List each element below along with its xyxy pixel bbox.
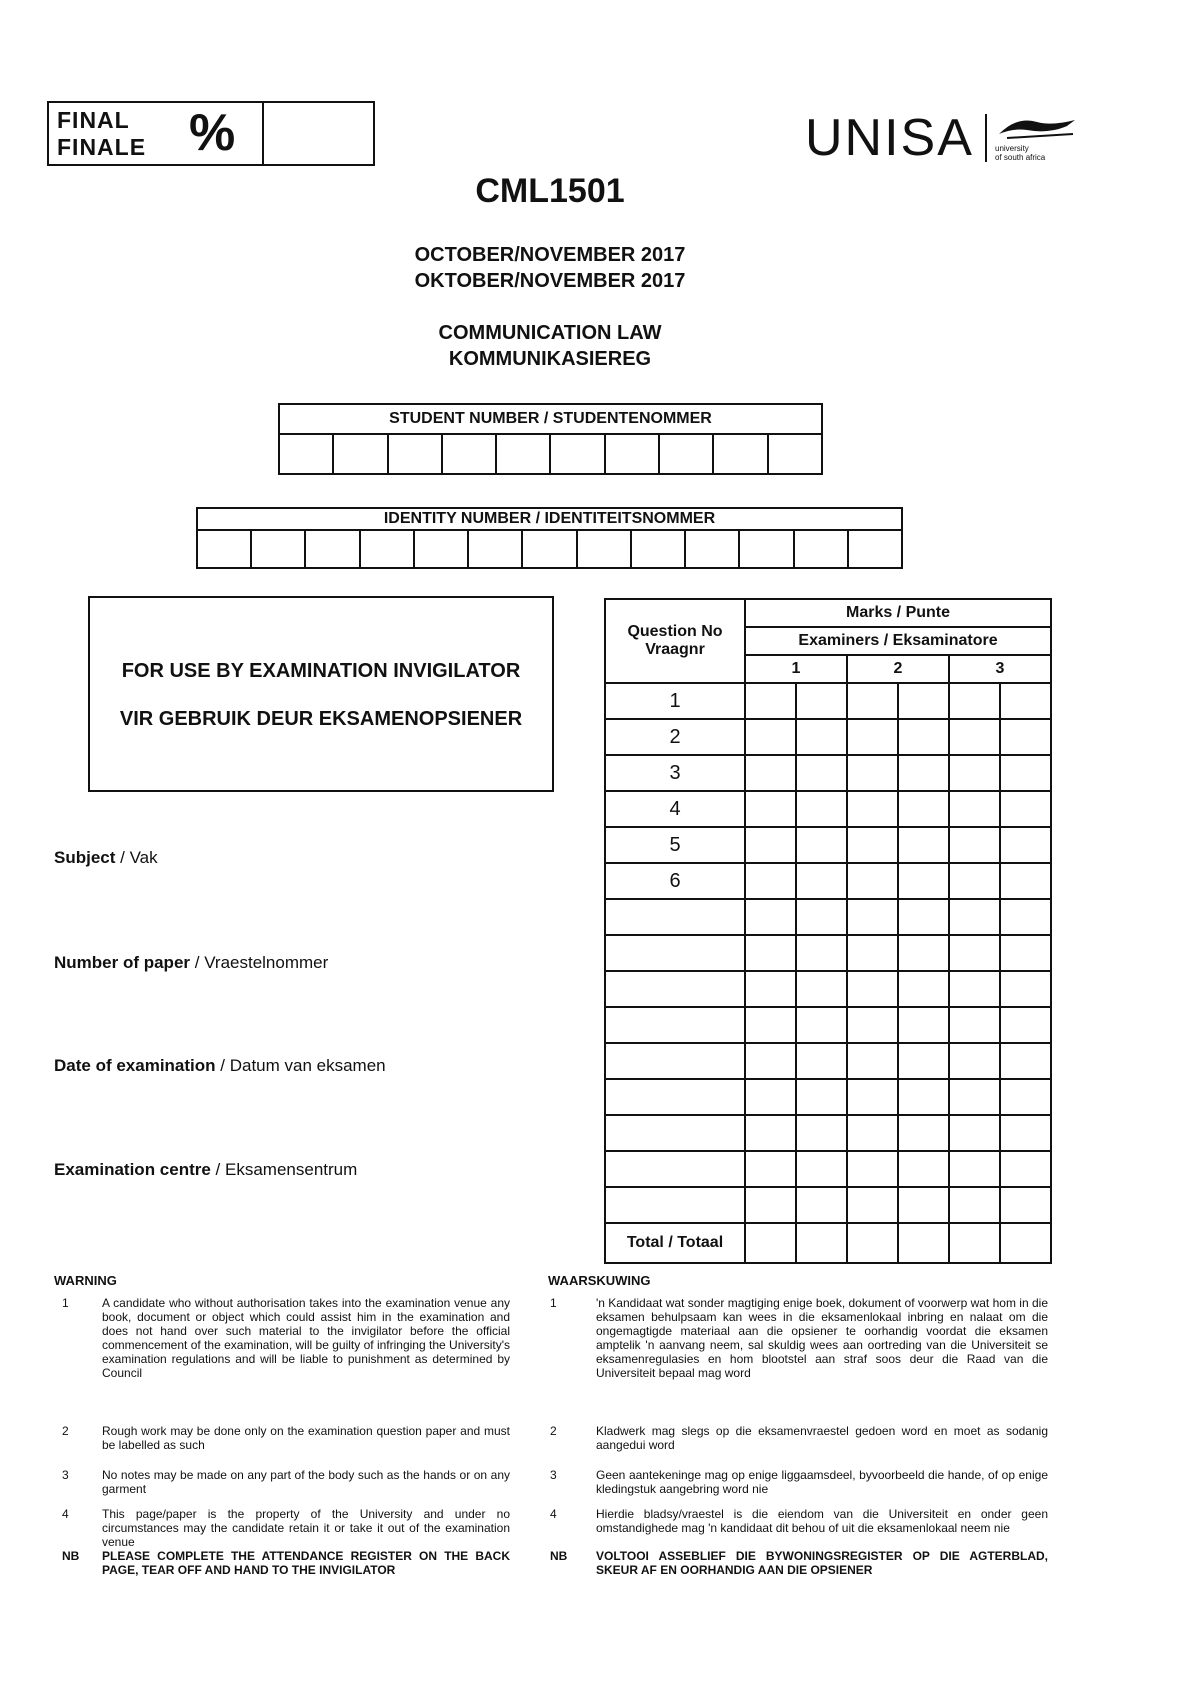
warning-item-number: NB: [62, 1549, 80, 1563]
mark-cell[interactable]: [796, 935, 847, 971]
mark-cell[interactable]: [898, 683, 949, 719]
mark-cell[interactable]: [949, 899, 1000, 935]
mark-cell[interactable]: [1000, 1115, 1051, 1151]
mark-cell[interactable]: [745, 755, 796, 791]
student-number-cell[interactable]: [280, 435, 334, 473]
mark-cell[interactable]: [796, 1187, 847, 1223]
marks-row: [605, 1115, 1051, 1151]
mark-cell[interactable]: [949, 791, 1000, 827]
mark-cell[interactable]: [796, 1007, 847, 1043]
mark-cell[interactable]: [745, 1115, 796, 1151]
mark-cell[interactable]: [847, 719, 898, 755]
marks-header: Marks / Punte: [745, 599, 1051, 627]
mark-cell[interactable]: [745, 719, 796, 755]
exam-centre-label: [54, 1160, 357, 1180]
student-number-cell[interactable]: [443, 435, 497, 473]
identity-number-cell[interactable]: [686, 531, 740, 567]
final-label-en: FINAL: [57, 107, 130, 133]
mark-cell[interactable]: [847, 1043, 898, 1079]
question-number-cell: [605, 1007, 745, 1043]
subject-label-af: / Vak: [115, 848, 158, 867]
logo-emblem-icon: [997, 112, 1077, 142]
mark-cell[interactable]: [898, 971, 949, 1007]
mark-cell[interactable]: [796, 971, 847, 1007]
mark-cell[interactable]: [847, 1187, 898, 1223]
exam-date-af: OKTOBER/NOVEMBER 2017: [414, 270, 686, 292]
marks-row: [605, 971, 1051, 1007]
examiner-col-2: 2: [847, 655, 949, 683]
mark-cell[interactable]: [949, 1079, 1000, 1115]
mark-cell[interactable]: [898, 1187, 949, 1223]
mark-cell[interactable]: [949, 1115, 1000, 1151]
module-code: CML1501: [475, 172, 625, 210]
question-number-cell: [605, 899, 745, 935]
total-mark-cell[interactable]: [796, 1223, 847, 1263]
mark-cell[interactable]: [847, 791, 898, 827]
mark-cell[interactable]: [898, 755, 949, 791]
question-no-header: [605, 599, 745, 683]
mark-cell[interactable]: [1000, 1079, 1051, 1115]
logo-tagline-2: of south africa: [995, 153, 1046, 162]
paper-number-label-af: / Vraestelnommer: [190, 953, 329, 972]
mark-cell[interactable]: [949, 863, 1000, 899]
mark-cell[interactable]: [898, 899, 949, 935]
exam-centre-label-af: / Eksamensentrum: [210, 1160, 358, 1179]
mark-cell[interactable]: [898, 1115, 949, 1151]
warning-item-text: Rough work may be done only on the examination question paper and must be labelled as such: [102, 1424, 510, 1452]
exam-date-label-af: / Datum van eksamen: [215, 1056, 386, 1075]
mark-cell[interactable]: [898, 935, 949, 971]
mark-cell[interactable]: [898, 863, 949, 899]
examiner-col-1: 1: [745, 655, 847, 683]
marks-row: [605, 755, 1051, 791]
mark-cell[interactable]: [898, 1079, 949, 1115]
mark-cell[interactable]: [847, 935, 898, 971]
mark-cell[interactable]: [1000, 755, 1051, 791]
mark-cell[interactable]: [745, 1043, 796, 1079]
marks-row: [605, 683, 1051, 719]
student-number-cell[interactable]: [769, 435, 821, 473]
identity-number-cell[interactable]: [740, 531, 794, 567]
student-number-box: [278, 403, 823, 475]
warning-item-number: 1: [62, 1296, 69, 1310]
logo-wordmark: UNISA: [805, 109, 974, 167]
mark-cell[interactable]: [745, 971, 796, 1007]
marks-row: [605, 719, 1051, 755]
mark-cell[interactable]: [1000, 719, 1051, 755]
total-mark-cell[interactable]: [949, 1223, 1000, 1263]
total-mark-cell[interactable]: [898, 1223, 949, 1263]
identity-number-cell[interactable]: [361, 531, 415, 567]
examiner-col-3: 3: [949, 655, 1051, 683]
mark-cell[interactable]: [1000, 1007, 1051, 1043]
mark-cell[interactable]: [1000, 863, 1051, 899]
exam-date-en: OCTOBER/NOVEMBER 2017: [414, 244, 686, 266]
marks-row: [605, 935, 1051, 971]
final-label-cell: [49, 103, 264, 164]
marks-table: [604, 598, 1052, 1264]
paper-number-label-en: Number of paper: [54, 953, 191, 972]
question-number-cell: [605, 1115, 745, 1151]
student-number-label: STUDENT NUMBER / STUDENTENOMMER: [280, 405, 821, 435]
mark-cell[interactable]: [898, 1007, 949, 1043]
student-number-cell[interactable]: [606, 435, 660, 473]
waarskuwing-item-number: 1: [550, 1296, 557, 1310]
mark-cell[interactable]: [1000, 1043, 1051, 1079]
mark-cell[interactable]: [949, 827, 1000, 863]
mark-cell[interactable]: [847, 1079, 898, 1115]
mark-cell[interactable]: [745, 791, 796, 827]
mark-cell[interactable]: [949, 1151, 1000, 1187]
identity-number-cell[interactable]: [252, 531, 306, 567]
total-mark-cell[interactable]: [847, 1223, 898, 1263]
mark-cell[interactable]: [745, 827, 796, 863]
marks-rows: [605, 683, 1051, 1223]
mark-cell[interactable]: [847, 1007, 898, 1043]
exam-centre-label-en: Examination centre: [54, 1160, 211, 1179]
mark-cell[interactable]: [1000, 791, 1051, 827]
waarskuwing-item-number: 4: [550, 1507, 557, 1521]
question-number-cell: 5: [605, 827, 745, 863]
mark-cell[interactable]: [898, 791, 949, 827]
mark-cell[interactable]: [949, 1187, 1000, 1223]
waarskuwing-item-text: Geen aantekeninge mag op enige liggaamsdeel, byvoorbeeld die hande, of op enige kledingstuk aangebring word nie: [596, 1468, 1048, 1496]
unisa-logo: [805, 108, 1080, 168]
question-number-cell: [605, 971, 745, 1007]
warning-item-number: 3: [62, 1468, 69, 1482]
waarskuwing-item-number: 2: [550, 1424, 557, 1438]
mark-cell[interactable]: [796, 755, 847, 791]
mark-cell[interactable]: [1000, 1187, 1051, 1223]
mark-cell[interactable]: [745, 1187, 796, 1223]
question-number-cell: [605, 935, 745, 971]
marks-row: [605, 1079, 1051, 1115]
mark-cell[interactable]: [796, 683, 847, 719]
mark-cell[interactable]: [949, 1007, 1000, 1043]
waarskuwing-item-text: VOLTOOI ASSEBLIEF DIE BYWONINGSREGISTER OP DIE AGTERBLAD, SKEUR AF EN OORHANDIG AAN DIE OPSIENER: [596, 1549, 1048, 1577]
mark-cell[interactable]: [1000, 1151, 1051, 1187]
mark-cell[interactable]: [1000, 683, 1051, 719]
identity-number-cell[interactable]: [632, 531, 686, 567]
marks-row: [605, 1007, 1051, 1043]
mark-cell[interactable]: [898, 1151, 949, 1187]
waarskuwing-item-text: Kladwerk mag slegs op die eksamenvraestel gedoen word en moet as sodanig aangedui word: [596, 1424, 1048, 1452]
mark-cell[interactable]: [949, 719, 1000, 755]
exam-date-label-en: Date of examination: [54, 1056, 216, 1075]
identity-number-cell[interactable]: [578, 531, 632, 567]
waarskuwing-item-text: Hierdie bladsy/vraestel is die eiendom van die Universiteit en onder geen omstandighede mag 'n kandidaat dit behou of uit die eksamenlokaal neem nie: [596, 1507, 1048, 1535]
mark-cell[interactable]: [949, 755, 1000, 791]
marks-row: [605, 1151, 1051, 1187]
marks-row: [605, 1043, 1051, 1079]
subject-label: [54, 848, 158, 868]
identity-number-label: IDENTITY NUMBER / IDENTITEITSNOMMER: [198, 509, 901, 531]
total-mark-cell[interactable]: [1000, 1223, 1051, 1263]
marks-row: [605, 1187, 1051, 1223]
mark-cell[interactable]: [796, 1151, 847, 1187]
mark-cell[interactable]: [796, 827, 847, 863]
mark-cell[interactable]: [847, 1151, 898, 1187]
question-number-cell: 1: [605, 683, 745, 719]
mark-cell[interactable]: [745, 899, 796, 935]
identity-number-cell[interactable]: [849, 531, 901, 567]
mark-cell[interactable]: [847, 863, 898, 899]
mark-cell[interactable]: [796, 863, 847, 899]
logo-tagline-1: university: [995, 144, 1029, 153]
mark-cell[interactable]: [949, 1043, 1000, 1079]
warning-item-text: This page/paper is the property of the University and under no circumstances may the candidate retain it or take it out of the examination venue: [102, 1507, 510, 1549]
marks-row: [605, 863, 1051, 899]
mark-cell[interactable]: [796, 1079, 847, 1115]
mark-cell[interactable]: [1000, 899, 1051, 935]
mark-cell[interactable]: [796, 791, 847, 827]
student-number-cell[interactable]: [551, 435, 605, 473]
student-number-cell[interactable]: [660, 435, 714, 473]
waarskuwing-title: WAARSKUWING: [548, 1273, 651, 1288]
marks-row: [605, 899, 1051, 935]
mark-cell[interactable]: [796, 1043, 847, 1079]
identity-number-cells: [198, 531, 901, 567]
mark-cell[interactable]: [949, 683, 1000, 719]
mark-cell[interactable]: [1000, 935, 1051, 971]
subject-title-af: KOMMUNIKASIEREG: [448, 348, 652, 370]
question-number-cell: [605, 1079, 745, 1115]
mark-cell[interactable]: [847, 971, 898, 1007]
mark-cell[interactable]: [745, 863, 796, 899]
warning-title: WARNING: [54, 1273, 117, 1288]
question-number-cell: [605, 1187, 745, 1223]
examiners-header: Examiners / Eksaminatore: [745, 627, 1051, 655]
mark-cell[interactable]: [847, 1115, 898, 1151]
subject-label-en: Subject: [54, 848, 116, 867]
mark-cell[interactable]: [745, 683, 796, 719]
identity-number-cell[interactable]: [198, 531, 252, 567]
warning-item-number: 4: [62, 1507, 69, 1521]
invigilator-label-en: FOR USE BY EXAMINATION INVIGILATOR: [121, 660, 521, 682]
mark-cell[interactable]: [745, 935, 796, 971]
waarskuwing-item-number: 3: [550, 1468, 557, 1482]
mark-cell[interactable]: [796, 1115, 847, 1151]
subject-title-en: COMMUNICATION LAW: [438, 322, 662, 344]
identity-number-cell[interactable]: [523, 531, 577, 567]
waarskuwing-item-text: 'n Kandidaat wat sonder magtiging enige boek, dokument of voorwerp wat hom in die eksamen behulpsaam kan wees in die eksamenlokaal inbring en nalaat om die ongemagtigde materiaal aan die opsiener te oorhandig voordat die eksamen amptelik 'n aanvang neem, sal skuldig wees aan oortreding van die Universiteit se eksamenregulasies en hom blootstel aan straf soos deur die Raad van die Universiteit bepaal mag word: [596, 1296, 1048, 1380]
question-number-cell: 4: [605, 791, 745, 827]
student-number-cells: [280, 435, 821, 473]
mark-cell[interactable]: [847, 755, 898, 791]
mark-cell[interactable]: [1000, 971, 1051, 1007]
warning-item-text: A candidate who without authorisation takes into the examination venue any book, document or object which could assist him in the examination and does not hand over such material to the invigilator before the official commencement of the examination, will be guilty of infringing the University's examination regulations and will be liable to punishment as determined by Council: [102, 1296, 510, 1380]
identity-number-box: [196, 507, 903, 569]
mark-cell[interactable]: [898, 1043, 949, 1079]
question-number-cell: 2: [605, 719, 745, 755]
marks-row: [605, 791, 1051, 827]
logo-divider: [985, 114, 987, 162]
mark-cell[interactable]: [745, 1151, 796, 1187]
warning-item-number: 2: [62, 1424, 69, 1438]
total-label: Total / Totaal: [605, 1223, 745, 1263]
question-number-cell: [605, 1151, 745, 1187]
identity-number-cell[interactable]: [795, 531, 849, 567]
marks-row: [605, 827, 1051, 863]
question-no-header-af: Vraagnr: [645, 641, 705, 658]
question-number-cell: 3: [605, 755, 745, 791]
mark-cell[interactable]: [745, 1007, 796, 1043]
question-number-cell: [605, 1043, 745, 1079]
mark-cell[interactable]: [847, 827, 898, 863]
mark-cell[interactable]: [847, 899, 898, 935]
mark-cell[interactable]: [796, 899, 847, 935]
question-no-header-en: Question No: [627, 623, 723, 640]
identity-number-cell[interactable]: [469, 531, 523, 567]
waarskuwing-item-number: NB: [550, 1549, 568, 1563]
final-label-af: FINALE: [57, 134, 147, 160]
mark-cell[interactable]: [745, 1079, 796, 1115]
student-number-cell[interactable]: [714, 435, 768, 473]
student-number-cell[interactable]: [497, 435, 551, 473]
mark-cell[interactable]: [898, 827, 949, 863]
exam-date-label: [54, 1056, 386, 1076]
invigilator-label-af: VIR GEBRUIK DEUR EKSAMENOPSIENER: [119, 708, 523, 730]
identity-number-cell[interactable]: [306, 531, 360, 567]
final-box: [47, 101, 375, 166]
mark-cell[interactable]: [949, 971, 1000, 1007]
identity-number-cell[interactable]: [415, 531, 469, 567]
mark-cell[interactable]: [1000, 827, 1051, 863]
mark-cell[interactable]: [796, 719, 847, 755]
total-mark-cell[interactable]: [745, 1223, 796, 1263]
invigilator-stamp-box[interactable]: [88, 596, 554, 792]
mark-cell[interactable]: [847, 683, 898, 719]
student-number-cell[interactable]: [334, 435, 388, 473]
warning-item-text: No notes may be made on any part of the body such as the hands or on any garment: [102, 1468, 510, 1496]
percent-symbol: %: [189, 104, 236, 162]
mark-cell[interactable]: [949, 935, 1000, 971]
warning-item-text: PLEASE COMPLETE THE ATTENDANCE REGISTER ON THE BACK PAGE, TEAR OFF AND HAND TO THE INVIGILATOR: [102, 1549, 510, 1577]
mark-cell[interactable]: [898, 719, 949, 755]
student-number-cell[interactable]: [389, 435, 443, 473]
question-number-cell: 6: [605, 863, 745, 899]
paper-number-label: [54, 953, 328, 973]
